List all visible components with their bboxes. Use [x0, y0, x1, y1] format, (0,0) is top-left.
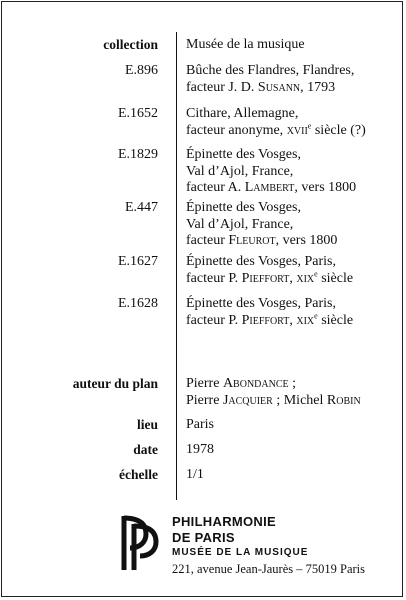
lieu-label: lieu	[136, 417, 158, 432]
auteur-value	[186, 376, 398, 409]
date-label: date	[133, 442, 158, 457]
item-id: E.447	[124, 200, 158, 215]
item-id: E.1652	[117, 106, 158, 121]
item-id: E.1628	[117, 296, 158, 311]
auteur-line: Pierre Jacquier ; Michel Robin	[186, 392, 361, 408]
collection-label: collection	[103, 37, 158, 52]
item-description	[186, 106, 398, 139]
item-line: Val d’Ajol, France,	[186, 216, 294, 232]
item-line: facteur A. Lambert, vers 1800	[186, 180, 357, 195]
item-line: facteur Fleurot, vers 1800	[186, 233, 338, 248]
collection-museum: Musée de la musique	[186, 37, 305, 52]
footer-logo	[120, 510, 400, 590]
vertical-divider	[176, 32, 177, 500]
auteur-label: auteur du plan	[72, 376, 158, 391]
catalog-card	[1, 1, 403, 597]
item-line: Épinette des Vosges, Paris,	[186, 296, 336, 311]
item-line: Cithare, Allemagne,	[186, 106, 299, 121]
item-line: Bûche des Flandres, Flandres,	[186, 63, 355, 78]
item-line: facteur P. Pieffort, xix$^e$ siècle	[186, 268, 354, 286]
item-description	[186, 147, 398, 197]
item-line: facteur anonyme, xvii$^e$ siècle (?)	[186, 120, 366, 138]
item-line: Val d’Ajol, France,	[186, 163, 294, 179]
brand-name-line1: PHILHARMONIE	[172, 514, 276, 529]
item-line: Épinette des Vosges,	[186, 147, 301, 162]
item-line: facteur P. Pieffort, xix$^e$ siècle	[186, 310, 354, 328]
item-description	[186, 200, 398, 250]
item-id: E.1627	[117, 254, 158, 269]
item-line: facteur J. D. Susann, 1793	[186, 79, 336, 95]
item-description	[186, 254, 398, 287]
lieu-value: Paris	[186, 417, 214, 432]
date-value: 1978	[186, 442, 214, 457]
item-id: E.1829	[117, 147, 158, 162]
item-description	[186, 63, 398, 96]
auteur-line: Pierre Abondance ;	[186, 376, 296, 391]
brand-name-line2: DE PARIS	[172, 530, 235, 545]
echelle-label: échelle	[119, 467, 158, 482]
footer-address: 221, avenue Jean-Jaurès – 75019 Paris	[172, 562, 366, 576]
item-id: E.896	[124, 63, 158, 78]
item-line: Épinette des Vosges,	[186, 200, 301, 215]
item-description	[186, 296, 398, 329]
philharmonie-logo-icon	[120, 512, 160, 574]
item-line: Épinette des Vosges, Paris,	[186, 254, 336, 269]
echelle-value: 1/1	[186, 467, 204, 482]
brand-subtitle: MUSÉE DE LA MUSIQUE	[172, 547, 309, 558]
